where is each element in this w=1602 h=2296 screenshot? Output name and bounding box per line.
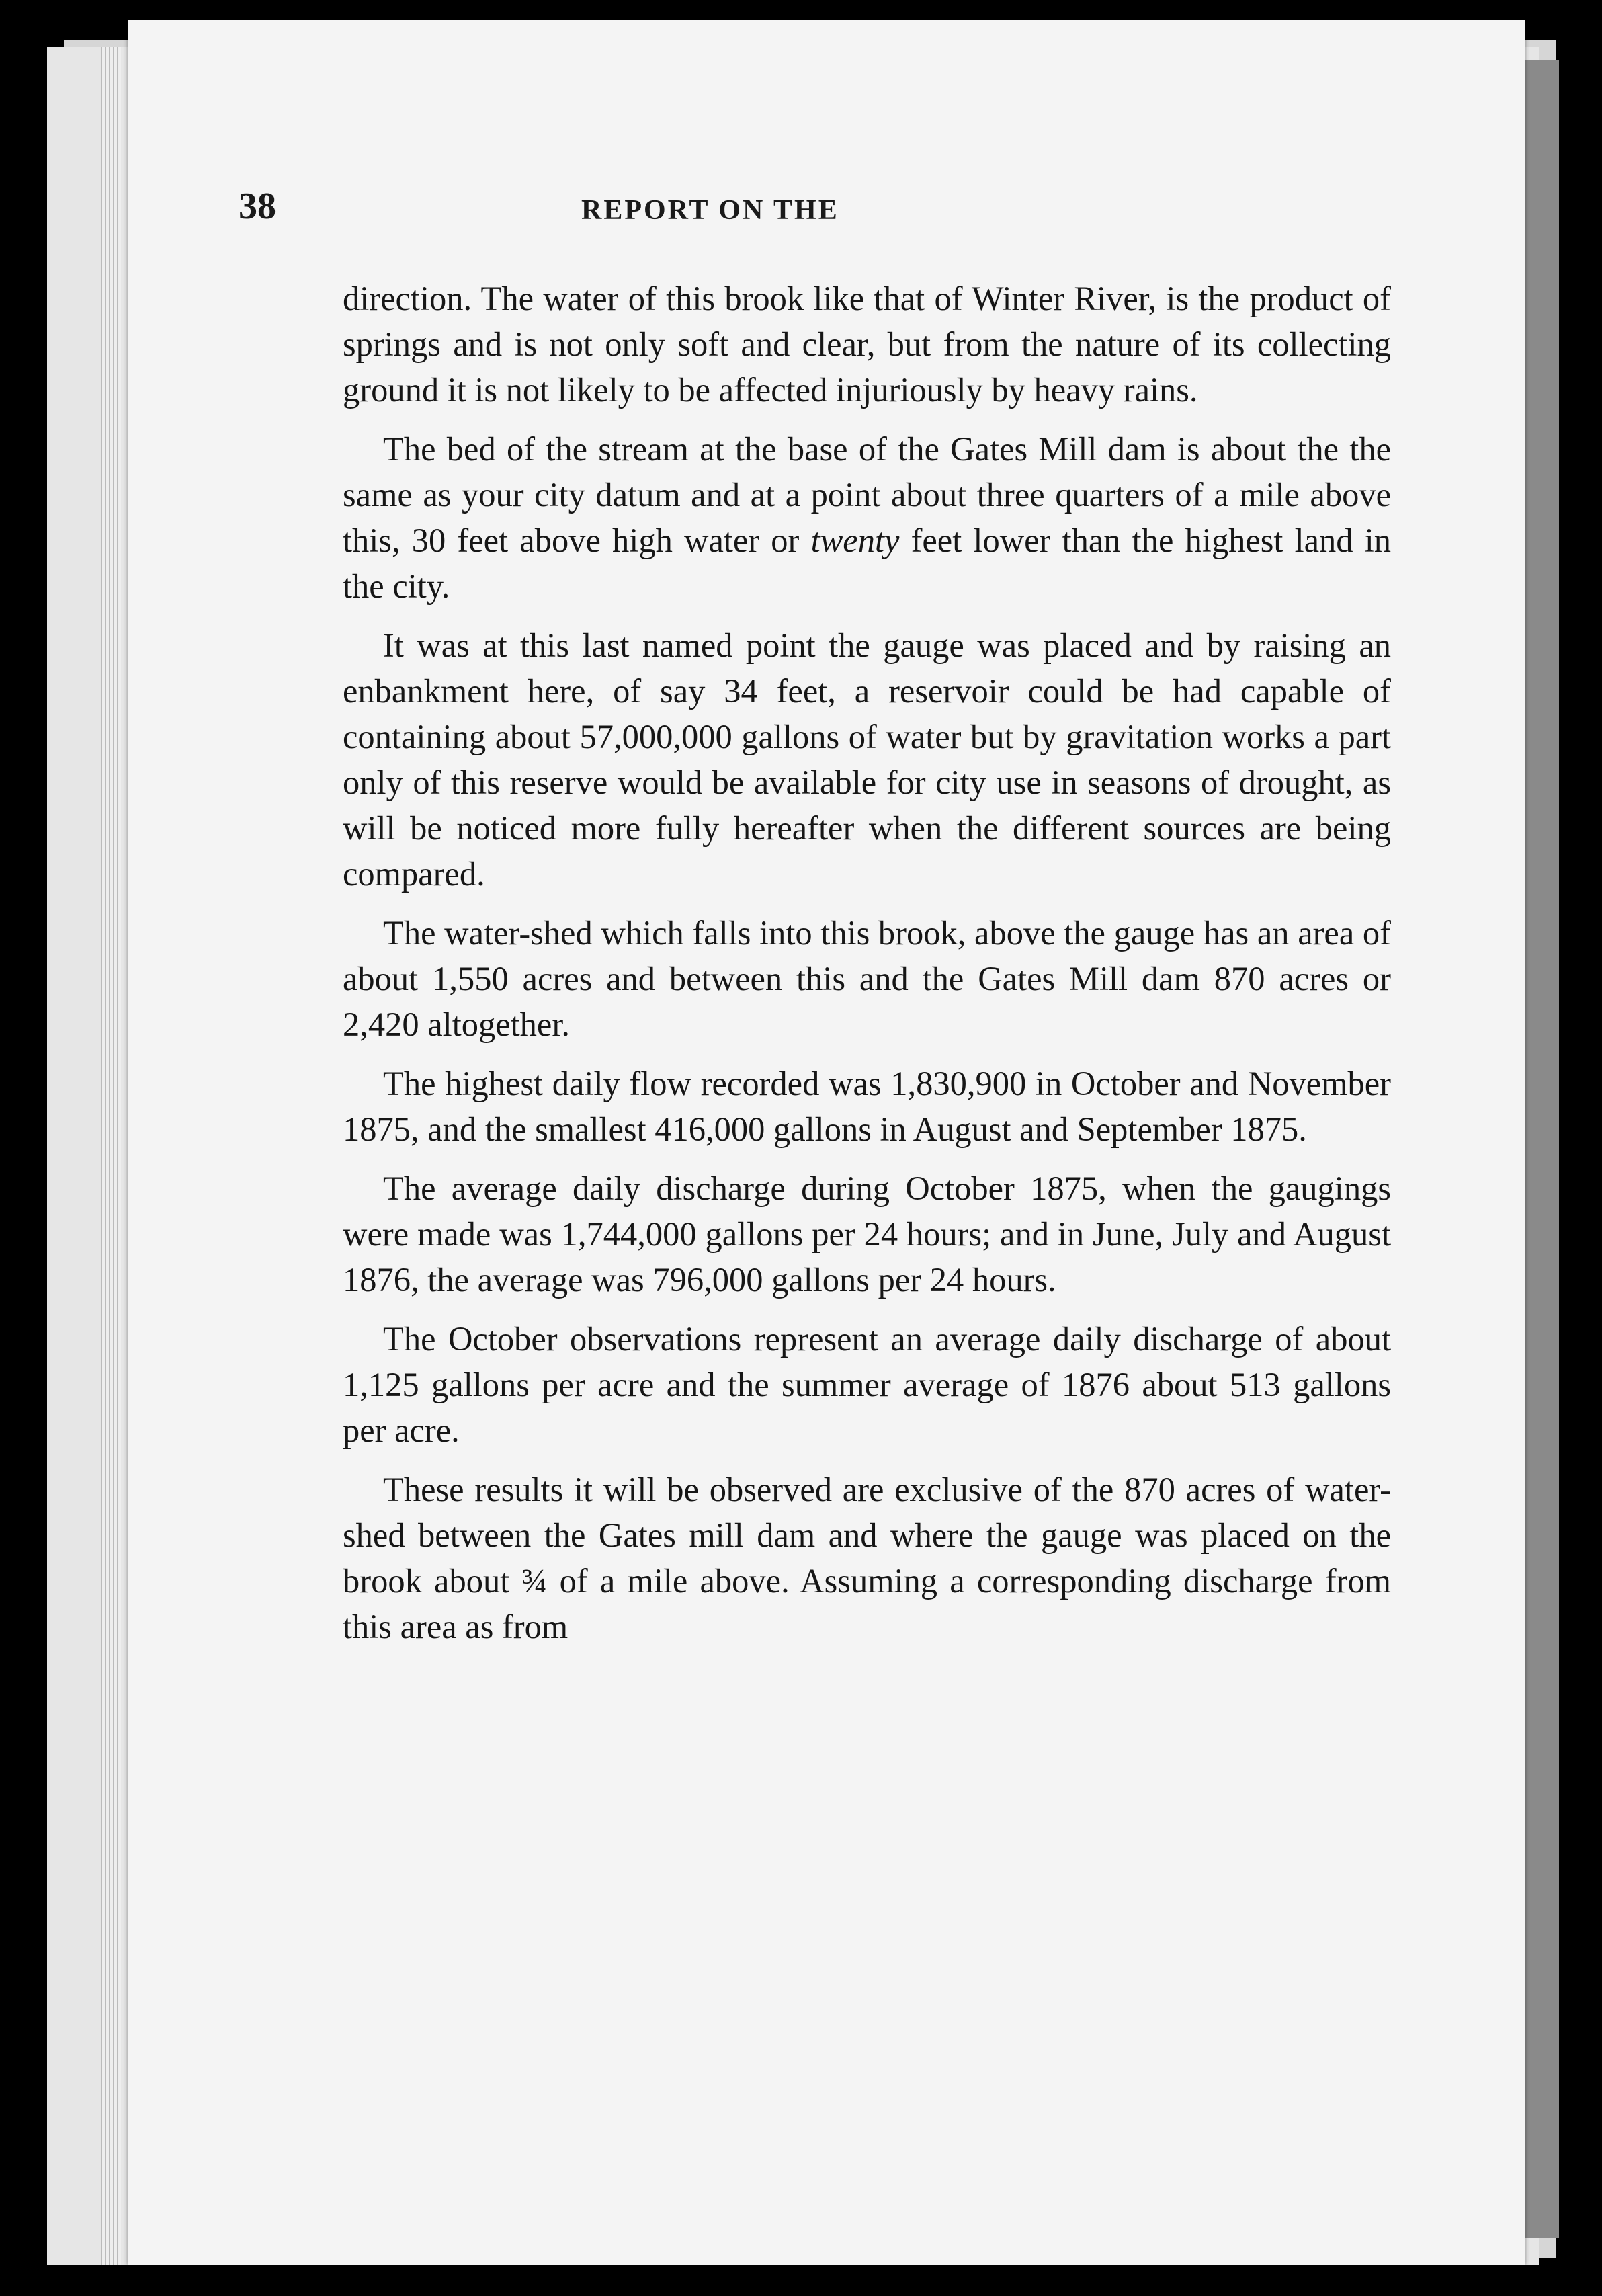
body-text — [343, 276, 1391, 1663]
paragraph: It was at this last named point the gauge was placed and by raising an enbankment here, of say 34 feet, a reservoir could be had capable of containing about 57,000,000 gallons of water but by gravitation works a part only of this reserve would be available for city use in seasons of drought, as will be noticed more fully hereafter when the different sources are being compared. — [343, 626, 1391, 893]
page-header — [239, 185, 1415, 239]
paragraph: The average daily discharge during October 1875, when the gaugings were made was 1,744,000 gallons per 24 hours; and in June, July and August 1876, the average was 796,000 gallons per 24 hours. — [343, 1170, 1391, 1299]
paragraph: These results it will be observed are exclusive of the 870 acres of water-shed between the Gates mill dam and where the gauge was placed on the brook about ¾ of a mile above. Assuming a corresponding discharge from this area as from — [343, 1471, 1391, 1645]
paragraph: direction. The water of this brook like that of Winter River, is the product of springs and is not only soft and clear, but from the nature of its collecting ground it is not likely to be affected injuriously by heavy rains. — [343, 280, 1391, 409]
paragraph: The bed of the stream at the base of the Gates Mill dam is about the the same as your city datum and at a point about three quarters of a mile above this, 30 feet above high water or twenty feet lower than the highest land in the city. — [343, 430, 1392, 605]
paragraph: The water-shed which falls into this brook, above the gauge has an area of about 1,550 acres and between this and the Gates Mill dam 870 acres or 2,420 altogether. — [343, 914, 1391, 1043]
page-number: 38 — [239, 186, 276, 227]
paragraph: The October observations represent an average daily discharge of about 1,125 gallons per acre and the summer average of 1876 about 513 gallons per acre. — [343, 1320, 1391, 1449]
running-head: REPORT ON THE — [581, 195, 839, 226]
paragraph: The highest daily flow recorded was 1,830,900 in October and November 1875, and the smallest 416,000 gallons in August and September 1875. — [343, 1065, 1391, 1148]
page-stack-edges — [101, 47, 121, 2265]
emphasis: twenty — [810, 522, 900, 559]
